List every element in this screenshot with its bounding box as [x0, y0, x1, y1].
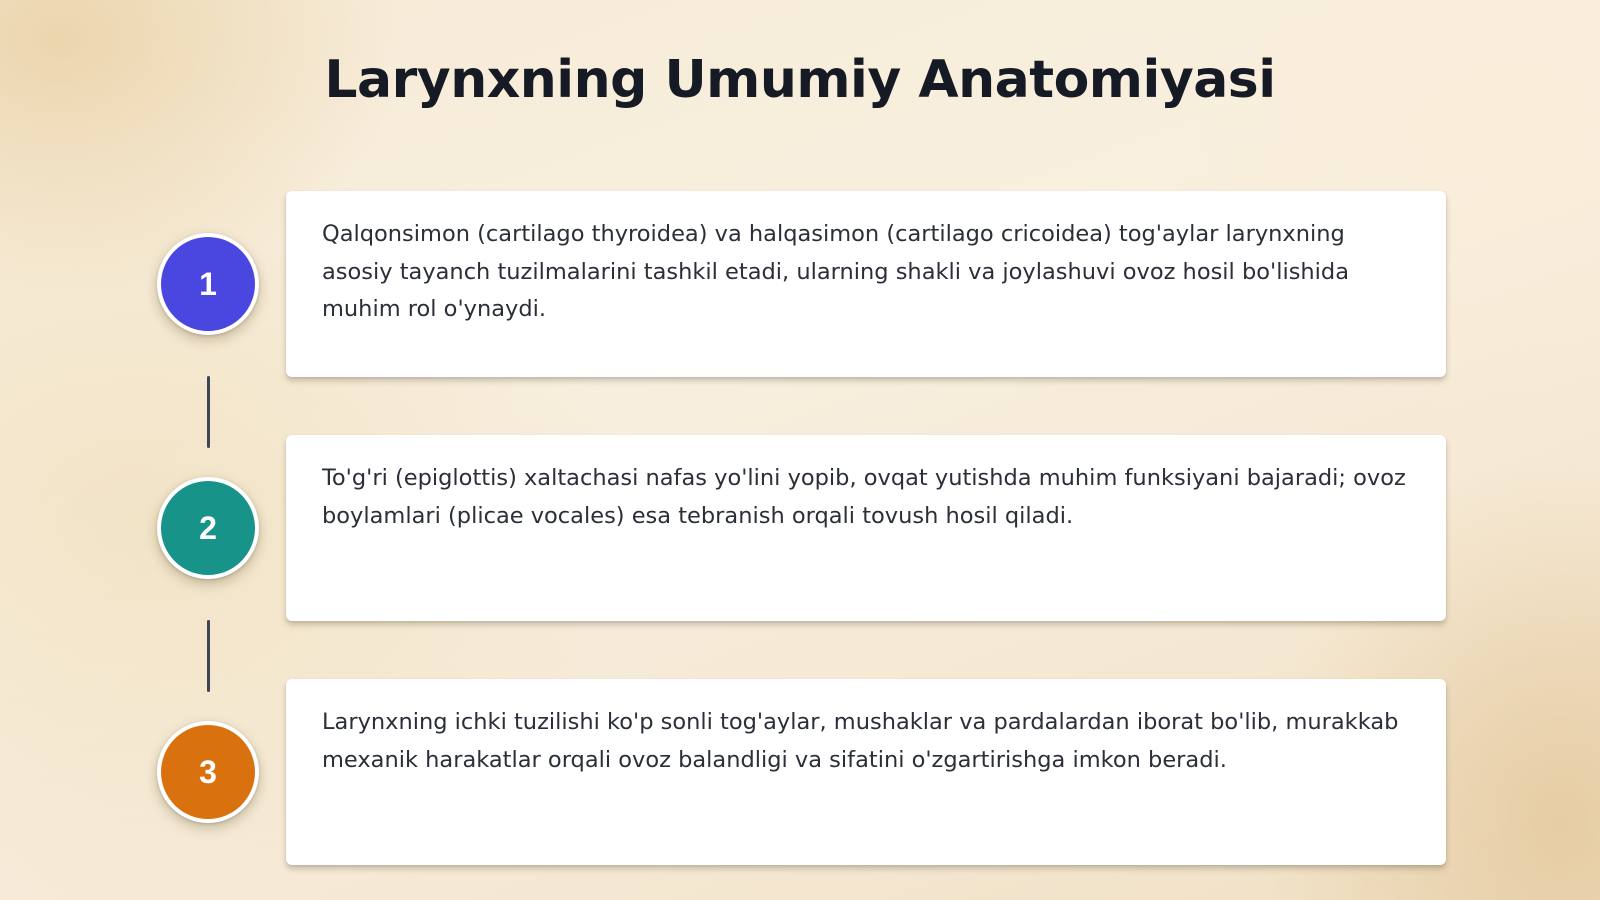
step-number-badge: 3	[157, 721, 259, 823]
slide-title: Larynxning Umumiy Anatomiyasi	[324, 50, 1276, 110]
step-number-badge: 2	[157, 477, 259, 579]
step-description: Qalqonsimon (cartilago thyroidea) va halqasimon (cartilago cricoidea) tog'aylar larynxning asosiy tayanch tuzilmalarini tashkil etadi, ularning shakli va joylashuvi ovoz hosil bo'lishida muhim rol o'ynaydi.	[322, 221, 1350, 322]
timeline-step-1	[0, 191, 1600, 377]
step-description: Larynxning ichki tuzilishi ko'p sonli tog'aylar, mushaklar va pardalardan iborat bo'lib, murakkab mexanik harakatlar orqali ovoz balandligi va sifatini o'zgartirishga imkon beradi.	[322, 709, 1399, 773]
timeline-step-2	[0, 435, 1600, 621]
timeline-step-3	[0, 679, 1600, 865]
step-card	[286, 679, 1446, 865]
step-card	[286, 435, 1446, 621]
step-card	[286, 191, 1446, 377]
step-number-badge: 1	[157, 233, 259, 335]
step-description: To'g'ri (epiglottis) xaltachasi nafas yo'lini yopib, ovqat yutishda muhim funksiyani bajaradi; ovoz boylamlari (plicae vocales) esa tebranish orqali tovush hosil qiladi.	[322, 465, 1406, 529]
